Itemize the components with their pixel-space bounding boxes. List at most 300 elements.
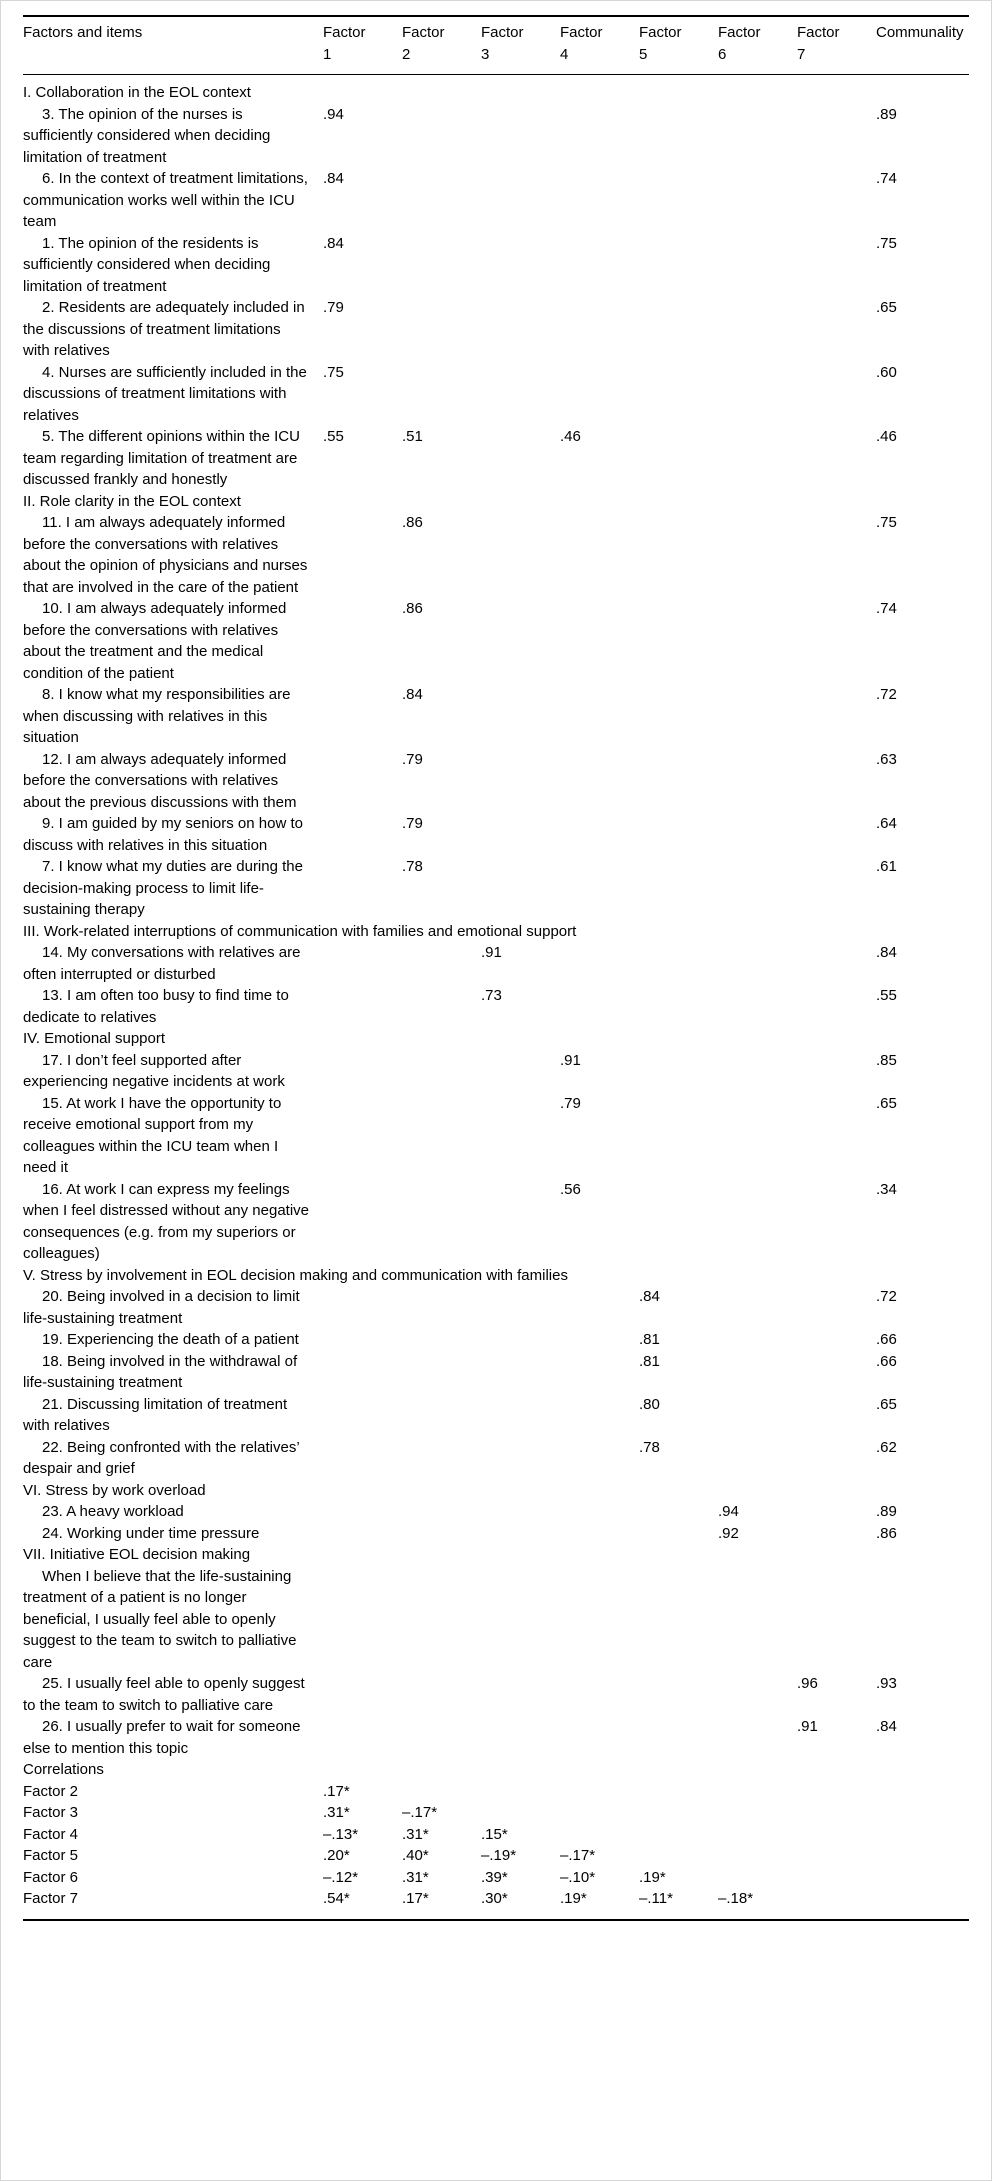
value-cell xyxy=(876,1802,969,1824)
value-cell xyxy=(797,1351,876,1394)
value-cell xyxy=(876,1824,969,1846)
header-row xyxy=(23,16,969,75)
value-cell: .79 xyxy=(402,750,423,768)
table-row xyxy=(23,1824,969,1846)
value-cell: .91 xyxy=(560,1051,581,1069)
value-cell xyxy=(323,1093,402,1179)
value-cell xyxy=(481,233,560,298)
item-label: 16. At work I can express my feelings when I feel distressed without any negative consequences (e.g. from my superiors or colleagues) xyxy=(23,1180,310,1262)
value-cell: .62 xyxy=(876,1438,897,1456)
value-cell xyxy=(481,512,560,598)
value-cell xyxy=(639,598,718,684)
value-cell xyxy=(402,168,481,233)
table-row xyxy=(23,1566,969,1674)
value-cell: .85 xyxy=(876,1051,897,1069)
item-label: 2. Residents are adequately included in the discussions of treatment limitations with relatives xyxy=(23,299,305,359)
value-cell xyxy=(639,985,718,1028)
value-cell: .30* xyxy=(481,1890,508,1907)
value-cell xyxy=(560,362,639,427)
value-cell xyxy=(718,1179,797,1265)
value-cell: .72 xyxy=(876,1288,897,1305)
section-label: II. Role clarity in the EOL context xyxy=(23,492,241,510)
value-cell xyxy=(323,985,402,1028)
value-cell xyxy=(323,1050,402,1093)
value-cell: .17* xyxy=(323,1782,350,1800)
value-cell xyxy=(718,749,797,814)
value-cell: .84 xyxy=(639,1288,660,1305)
value-cell xyxy=(797,684,876,749)
value-cell xyxy=(560,684,639,749)
value-cell xyxy=(560,233,639,298)
value-cell xyxy=(481,1566,560,1674)
value-cell xyxy=(402,1351,481,1394)
table-row xyxy=(23,1781,969,1803)
value-cell xyxy=(718,1351,797,1394)
value-cell: .19* xyxy=(560,1890,587,1907)
value-cell xyxy=(797,362,876,427)
section-row xyxy=(23,1759,969,1781)
value-cell: .74 xyxy=(876,170,897,187)
table-row xyxy=(23,985,969,1028)
correlation-row-label: Factor 2 xyxy=(23,1782,79,1800)
value-cell xyxy=(402,1394,481,1437)
value-cell xyxy=(718,512,797,598)
value-cell: .84 xyxy=(876,1718,897,1735)
section-row xyxy=(23,1028,969,1050)
value-cell xyxy=(639,1673,718,1716)
value-cell xyxy=(718,1673,797,1716)
item-label: 23. A heavy workload xyxy=(42,1503,184,1520)
item-label: 22. Being confronted with the relatives’ despair and grief xyxy=(23,1438,300,1477)
value-cell xyxy=(718,1093,797,1179)
correlation-row-label: Factor 7 xyxy=(23,1890,79,1907)
value-cell xyxy=(402,1093,481,1179)
value-cell: –.11* xyxy=(639,1890,673,1907)
value-cell xyxy=(323,749,402,814)
column-header-items: Factors and items xyxy=(23,16,323,75)
value-cell: .65 xyxy=(876,1094,897,1112)
table-header xyxy=(23,16,969,75)
value-cell: .31* xyxy=(402,1825,429,1843)
value-cell xyxy=(560,1523,639,1545)
value-cell: .65 xyxy=(876,1395,897,1413)
table-body xyxy=(23,75,969,1920)
value-cell xyxy=(718,684,797,749)
value-cell xyxy=(323,813,402,856)
item-label: 6. In the context of treatment limitations, communication works well within the ICU team xyxy=(23,170,308,230)
value-cell xyxy=(323,1716,402,1759)
value-cell xyxy=(718,856,797,921)
correlation-row-label: Factor 4 xyxy=(23,1825,79,1843)
value-cell xyxy=(718,1286,797,1329)
value-cell xyxy=(402,1437,481,1480)
value-cell xyxy=(718,1781,797,1803)
item-label: 3. The opinion of the nurses is sufficiently considered when deciding limitation of treatment xyxy=(23,105,271,166)
value-cell xyxy=(402,297,481,362)
value-cell xyxy=(639,1781,718,1803)
table-row xyxy=(23,942,969,985)
item-label: When I believe that the life-sustaining treatment of a patient is no longer beneficial, I usually feel able to openly suggest to the team to switch to palliative care xyxy=(23,1567,297,1671)
value-cell xyxy=(639,856,718,921)
value-cell xyxy=(797,1394,876,1437)
table-row xyxy=(23,1050,969,1093)
value-cell xyxy=(639,297,718,362)
column-header-factor-2: Factor 2 xyxy=(402,16,481,75)
table-row xyxy=(23,1845,969,1867)
value-cell xyxy=(402,233,481,298)
value-cell: .55 xyxy=(323,428,344,445)
table-row xyxy=(23,1179,969,1265)
value-cell xyxy=(481,856,560,921)
value-cell xyxy=(718,985,797,1028)
value-cell xyxy=(639,168,718,233)
value-cell: .74 xyxy=(876,600,897,617)
value-cell xyxy=(718,426,797,491)
value-cell xyxy=(323,856,402,921)
value-cell xyxy=(402,1523,481,1545)
value-cell xyxy=(323,1523,402,1545)
value-cell: .89 xyxy=(876,1503,897,1520)
table-row xyxy=(23,512,969,598)
item-label: 14. My conversations with relatives are often interrupted or disturbed xyxy=(23,944,301,983)
table-row xyxy=(23,297,969,362)
item-label: 11. I am always adequately informed before the conversations with relatives about the opinion of physicians and nurses that are involved in the care of the patient xyxy=(23,514,308,596)
column-header-factor-4: Factor 4 xyxy=(560,16,639,75)
value-cell xyxy=(718,362,797,427)
value-cell xyxy=(323,1179,402,1265)
section-label: III. Work-related interruptions of communication with families and emotional support xyxy=(23,922,577,940)
value-cell xyxy=(876,1888,969,1920)
value-cell xyxy=(481,1501,560,1523)
value-cell xyxy=(797,1523,876,1545)
value-cell: –.12* xyxy=(323,1868,359,1886)
correlation-row-label: Factor 6 xyxy=(23,1868,79,1886)
value-cell: .78 xyxy=(639,1438,660,1456)
value-cell xyxy=(797,168,876,233)
value-cell: –.17* xyxy=(560,1847,596,1864)
value-cell: .61 xyxy=(876,858,897,875)
value-cell xyxy=(402,1050,481,1093)
value-cell xyxy=(481,1673,560,1716)
value-cell xyxy=(481,362,560,427)
value-cell xyxy=(560,1824,639,1846)
column-header-factor-7: Factor 7 xyxy=(797,16,876,75)
value-cell: .66 xyxy=(876,1352,897,1370)
correlation-row-label: Factor 3 xyxy=(23,1804,79,1821)
table-row xyxy=(23,1802,969,1824)
value-cell xyxy=(323,598,402,684)
value-cell xyxy=(718,1716,797,1759)
section-label: V. Stress by involvement in EOL decision making and communication with families xyxy=(23,1266,568,1284)
value-cell xyxy=(481,1394,560,1437)
item-label: 24. Working under time pressure xyxy=(42,1524,260,1542)
value-cell: .60 xyxy=(876,363,897,381)
value-cell xyxy=(718,1802,797,1824)
column-header-factor-3: Factor 3 xyxy=(481,16,560,75)
value-cell xyxy=(481,1802,560,1824)
value-cell xyxy=(402,1781,481,1803)
value-cell: .80 xyxy=(639,1395,660,1413)
value-cell xyxy=(402,104,481,169)
column-header-factor-6: Factor 6 xyxy=(718,16,797,75)
value-cell: .81 xyxy=(639,1331,660,1348)
value-cell: .93 xyxy=(876,1675,897,1692)
value-cell xyxy=(797,1093,876,1179)
column-header-factor-5: Factor 5 xyxy=(639,16,718,75)
value-cell xyxy=(402,942,481,985)
value-cell xyxy=(402,1286,481,1329)
value-cell: .54* xyxy=(323,1890,350,1907)
value-cell xyxy=(797,598,876,684)
value-cell xyxy=(560,168,639,233)
value-cell xyxy=(797,1329,876,1351)
value-cell xyxy=(402,1716,481,1759)
item-label: 4. Nurses are sufficiently included in the discussions of treatment limitations with relatives xyxy=(23,363,307,424)
value-cell: –.17* xyxy=(402,1804,438,1821)
value-cell xyxy=(560,1437,639,1480)
value-cell xyxy=(639,1824,718,1846)
value-cell xyxy=(560,512,639,598)
value-cell xyxy=(797,512,876,598)
value-cell xyxy=(323,1351,402,1394)
value-cell xyxy=(639,1716,718,1759)
value-cell xyxy=(560,598,639,684)
section-label: Correlations xyxy=(23,1761,104,1778)
value-cell xyxy=(797,1781,876,1803)
value-cell xyxy=(797,813,876,856)
item-label: 10. I am always adequately informed before the conversations with relatives about the treatment and the medical condition of the patient xyxy=(23,600,287,682)
value-cell xyxy=(323,1566,402,1674)
value-cell xyxy=(560,749,639,814)
value-cell xyxy=(797,1824,876,1846)
value-cell xyxy=(323,1437,402,1480)
value-cell xyxy=(797,942,876,985)
value-cell xyxy=(323,684,402,749)
value-cell xyxy=(639,512,718,598)
value-cell xyxy=(402,1673,481,1716)
section-label: I. Collaboration in the EOL context xyxy=(23,84,251,101)
value-cell: .79 xyxy=(402,815,423,832)
table-row xyxy=(23,1673,969,1716)
value-cell xyxy=(639,1050,718,1093)
value-cell xyxy=(876,1845,969,1867)
value-cell xyxy=(876,1867,969,1889)
value-cell xyxy=(481,426,560,491)
value-cell xyxy=(402,1501,481,1523)
value-cell: .39* xyxy=(481,1868,508,1886)
value-cell xyxy=(639,233,718,298)
table-row xyxy=(23,684,969,749)
value-cell xyxy=(323,512,402,598)
table-row xyxy=(23,1888,969,1920)
section-row xyxy=(23,491,969,513)
value-cell xyxy=(797,297,876,362)
value-cell xyxy=(560,297,639,362)
table-row xyxy=(23,1394,969,1437)
value-cell: .89 xyxy=(876,105,897,123)
table-row xyxy=(23,1286,969,1329)
value-cell xyxy=(481,684,560,749)
item-label: 12. I am always adequately informed before the conversations with relatives about the previous discussions with them xyxy=(23,750,297,811)
value-cell: .51 xyxy=(402,428,423,445)
value-cell xyxy=(718,233,797,298)
value-cell xyxy=(560,813,639,856)
value-cell xyxy=(481,1716,560,1759)
value-cell: .20* xyxy=(323,1847,350,1864)
value-cell: .46 xyxy=(560,428,581,445)
value-cell xyxy=(481,104,560,169)
value-cell xyxy=(639,1179,718,1265)
value-cell xyxy=(718,1566,797,1674)
value-cell xyxy=(639,104,718,169)
table-row xyxy=(23,1329,969,1351)
item-label: 13. I am often too busy to find time to dedicate to relatives xyxy=(23,987,289,1026)
value-cell xyxy=(560,1802,639,1824)
value-cell xyxy=(797,1286,876,1329)
value-cell xyxy=(560,1501,639,1523)
value-cell: .94 xyxy=(718,1503,739,1520)
value-cell xyxy=(481,1329,560,1351)
value-cell xyxy=(797,104,876,169)
value-cell xyxy=(797,426,876,491)
value-cell xyxy=(323,942,402,985)
value-cell xyxy=(323,1286,402,1329)
value-cell xyxy=(718,1867,797,1889)
value-cell xyxy=(560,1716,639,1759)
value-cell xyxy=(402,1329,481,1351)
value-cell xyxy=(560,1351,639,1394)
value-cell: .75 xyxy=(323,363,344,381)
table-row xyxy=(23,1501,969,1523)
value-cell xyxy=(481,1050,560,1093)
table-row xyxy=(23,1523,969,1545)
section-row xyxy=(23,1480,969,1502)
value-cell xyxy=(639,684,718,749)
value-cell xyxy=(797,1437,876,1480)
value-cell xyxy=(481,1286,560,1329)
value-cell xyxy=(639,749,718,814)
value-cell: –.10* xyxy=(560,1868,596,1886)
table-row xyxy=(23,362,969,427)
value-cell: –.18* xyxy=(718,1890,754,1907)
value-cell: .94 xyxy=(323,105,344,123)
value-cell xyxy=(560,104,639,169)
table-row xyxy=(23,856,969,921)
table-row xyxy=(23,1351,969,1394)
value-cell xyxy=(639,1523,718,1545)
value-cell: .75 xyxy=(876,514,897,531)
value-cell xyxy=(718,1824,797,1846)
section-row xyxy=(23,921,969,943)
value-cell xyxy=(718,1845,797,1867)
value-cell xyxy=(797,1845,876,1867)
item-label: 7. I know what my duties are during the decision-making process to limit life-sustaining therapy xyxy=(23,858,303,918)
value-cell: .64 xyxy=(876,815,897,832)
value-cell: .84 xyxy=(402,686,423,703)
value-cell: .79 xyxy=(323,299,344,316)
value-cell: –.19* xyxy=(481,1847,517,1864)
value-cell: .84 xyxy=(876,944,897,961)
value-cell xyxy=(718,1437,797,1480)
value-cell xyxy=(560,856,639,921)
section-row xyxy=(23,1265,969,1287)
value-cell xyxy=(560,1394,639,1437)
value-cell: .19* xyxy=(639,1868,666,1886)
value-cell xyxy=(876,1781,969,1803)
value-cell xyxy=(718,1050,797,1093)
value-cell: .31* xyxy=(323,1804,350,1821)
value-cell: –.13* xyxy=(323,1825,359,1843)
value-cell xyxy=(797,1050,876,1093)
value-cell: .17* xyxy=(402,1890,429,1907)
value-cell: .78 xyxy=(402,858,423,875)
value-cell xyxy=(797,1888,876,1920)
item-label: 18. Being involved in the withdrawal of life-sustaining treatment xyxy=(23,1352,298,1391)
value-cell xyxy=(481,1437,560,1480)
item-label: 19. Experiencing the death of a patient xyxy=(42,1331,299,1348)
table-row xyxy=(23,1716,969,1759)
value-cell xyxy=(560,1286,639,1329)
value-cell: .84 xyxy=(323,234,344,252)
table-row xyxy=(23,598,969,684)
value-cell xyxy=(560,1329,639,1351)
value-cell xyxy=(639,1093,718,1179)
correlation-row-label: Factor 5 xyxy=(23,1847,79,1864)
value-cell xyxy=(797,1867,876,1889)
section-row xyxy=(23,75,969,104)
value-cell xyxy=(718,168,797,233)
value-cell xyxy=(560,1566,639,1674)
value-cell xyxy=(639,1566,718,1674)
value-cell xyxy=(323,1329,402,1351)
table-row xyxy=(23,233,969,298)
item-label: 26. I usually prefer to wait for someone else to mention this topic xyxy=(23,1718,301,1757)
value-cell xyxy=(481,749,560,814)
value-cell: .55 xyxy=(876,987,897,1004)
value-cell xyxy=(481,813,560,856)
table-row xyxy=(23,749,969,814)
item-label: 21. Discussing limitation of treatment with relatives xyxy=(23,1395,288,1434)
value-cell xyxy=(481,1179,560,1265)
value-cell: .86 xyxy=(402,600,423,617)
value-cell: .63 xyxy=(876,750,897,768)
value-cell: .66 xyxy=(876,1331,897,1348)
table-row xyxy=(23,813,969,856)
value-cell xyxy=(876,1566,969,1674)
value-cell xyxy=(797,1501,876,1523)
value-cell xyxy=(560,942,639,985)
section-row xyxy=(23,1544,969,1566)
column-header-factor-1: Factor 1 xyxy=(323,16,402,75)
value-cell: .81 xyxy=(639,1352,660,1370)
value-cell: .91 xyxy=(481,944,502,961)
value-cell xyxy=(323,1394,402,1437)
value-cell xyxy=(323,1501,402,1523)
value-cell xyxy=(718,1394,797,1437)
value-cell xyxy=(797,1179,876,1265)
value-cell xyxy=(560,985,639,1028)
value-cell xyxy=(718,813,797,856)
value-cell xyxy=(402,1566,481,1674)
value-cell: .72 xyxy=(876,686,897,703)
value-cell xyxy=(323,1673,402,1716)
value-cell xyxy=(481,1093,560,1179)
value-cell xyxy=(481,1351,560,1394)
column-header-communality: Communality xyxy=(876,16,969,75)
value-cell xyxy=(639,362,718,427)
item-label: 5. The different opinions within the ICU team regarding limitation of treatment are discussed frankly and honestly xyxy=(23,428,300,488)
value-cell xyxy=(481,168,560,233)
